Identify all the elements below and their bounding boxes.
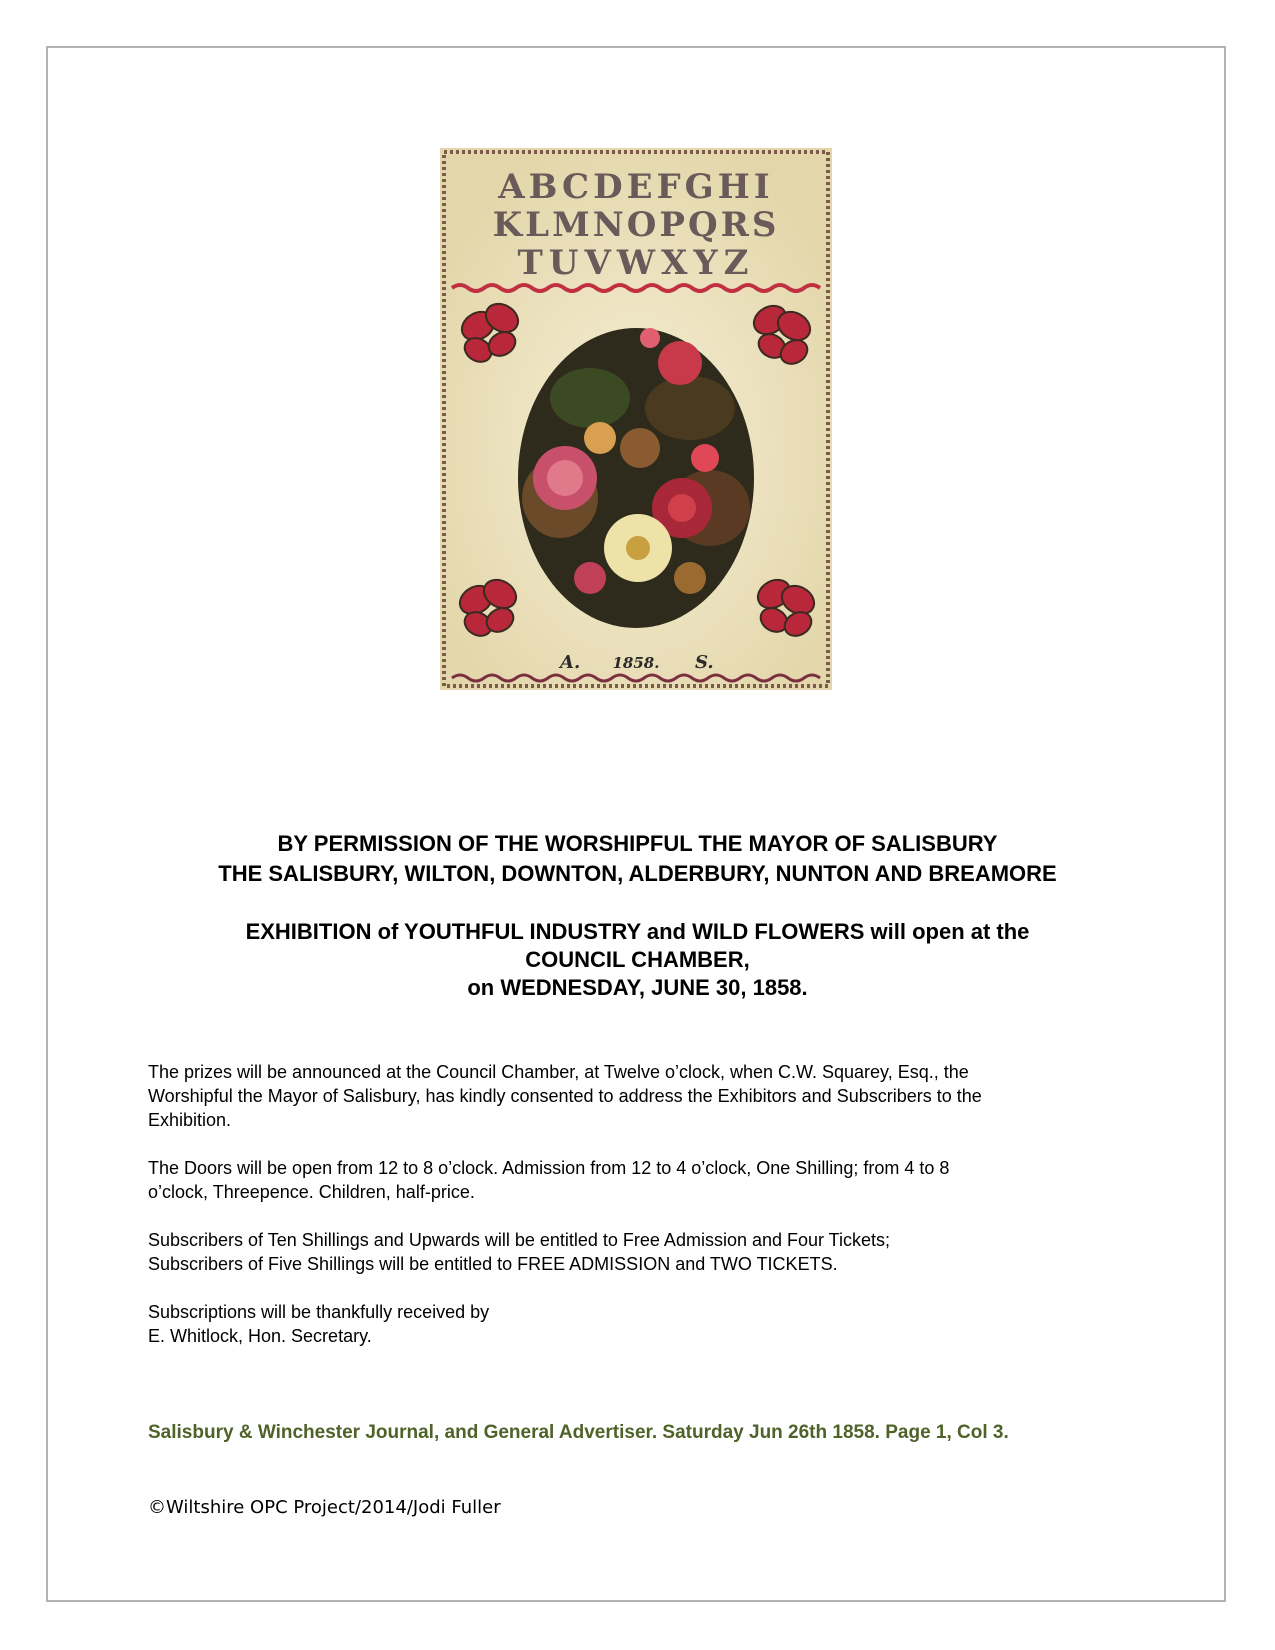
embroidered-sampler-image — [440, 148, 832, 690]
copyright-notice: ©Wiltshire OPC Project/2014/Jodi Fuller — [148, 1497, 501, 1518]
sampler-alphabet-row-2: KLMNOPQRS — [492, 205, 780, 245]
paragraph-prizes — [148, 1060, 1138, 1132]
paragraph-line: The prizes will be announced at the Council Chamber, at Twelve o’clock, when C.W. Squarey, Esq., the — [148, 1062, 969, 1082]
sampler-initial-right: S. — [695, 652, 714, 673]
sampler-year: 1858. — [612, 654, 660, 672]
paragraph-line: Subscribers of Five Shillings will be entitled to FREE ADMISSION and TWO TICKETS. — [148, 1254, 838, 1274]
source-citation: Salisbury & Winchester Journal, and General Advertiser. Saturday Jun 26th 1858. Page 1, Col 3. — [148, 1422, 1009, 1443]
flower-bouquet — [518, 328, 754, 628]
paragraph-line: Subscribers of Ten Shillings and Upwards will be entitled to Free Admission and Four Tickets; — [148, 1230, 891, 1250]
paragraph-admission — [148, 1156, 1138, 1204]
heading-venue: COUNCIL CHAMBER, — [525, 947, 750, 972]
sampler-initial-left: A. — [560, 652, 581, 673]
paragraph-line: Worshipful the Mayor of Salisbury, has kindly consented to address the Exhibitors and Subscribers to the — [148, 1086, 982, 1106]
paragraph-subscriptions — [148, 1300, 1138, 1348]
paragraph-line: Exhibition. — [148, 1110, 232, 1130]
paragraph-line: E. Whitlock, Hon. Secretary. — [148, 1326, 372, 1346]
paragraph-line: o’clock, Threepence. Children, half-price. — [148, 1182, 475, 1202]
paragraph-line: Subscriptions will be thankfully received by — [148, 1302, 490, 1322]
paragraph-subscribers — [148, 1228, 1138, 1276]
sampler-alphabet-row-1: ABCDEFGHI — [498, 167, 774, 207]
paragraph-line: The Doors will be open from 12 to 8 o’clock. Admission from 12 to 4 o’clock, One Shilling; from 4 to 8 — [148, 1158, 950, 1178]
sampler-alphabet-row-3: TUVWXYZ — [517, 243, 755, 283]
heading-date: on WEDNESDAY, JUNE 30, 1858. — [467, 975, 808, 1000]
heading-exhibition: EXHIBITION of YOUTHFUL INDUSTRY and WILD FLOWERS will open at the — [245, 919, 1030, 944]
heading-permission: BY PERMISSION OF THE WORSHIPFUL THE MAYOR OF SALISBURY — [277, 831, 998, 856]
heading-parishes: THE SALISBURY, WILTON, DOWNTON, ALDERBURY, NUNTON AND BREAMORE — [218, 861, 1057, 886]
